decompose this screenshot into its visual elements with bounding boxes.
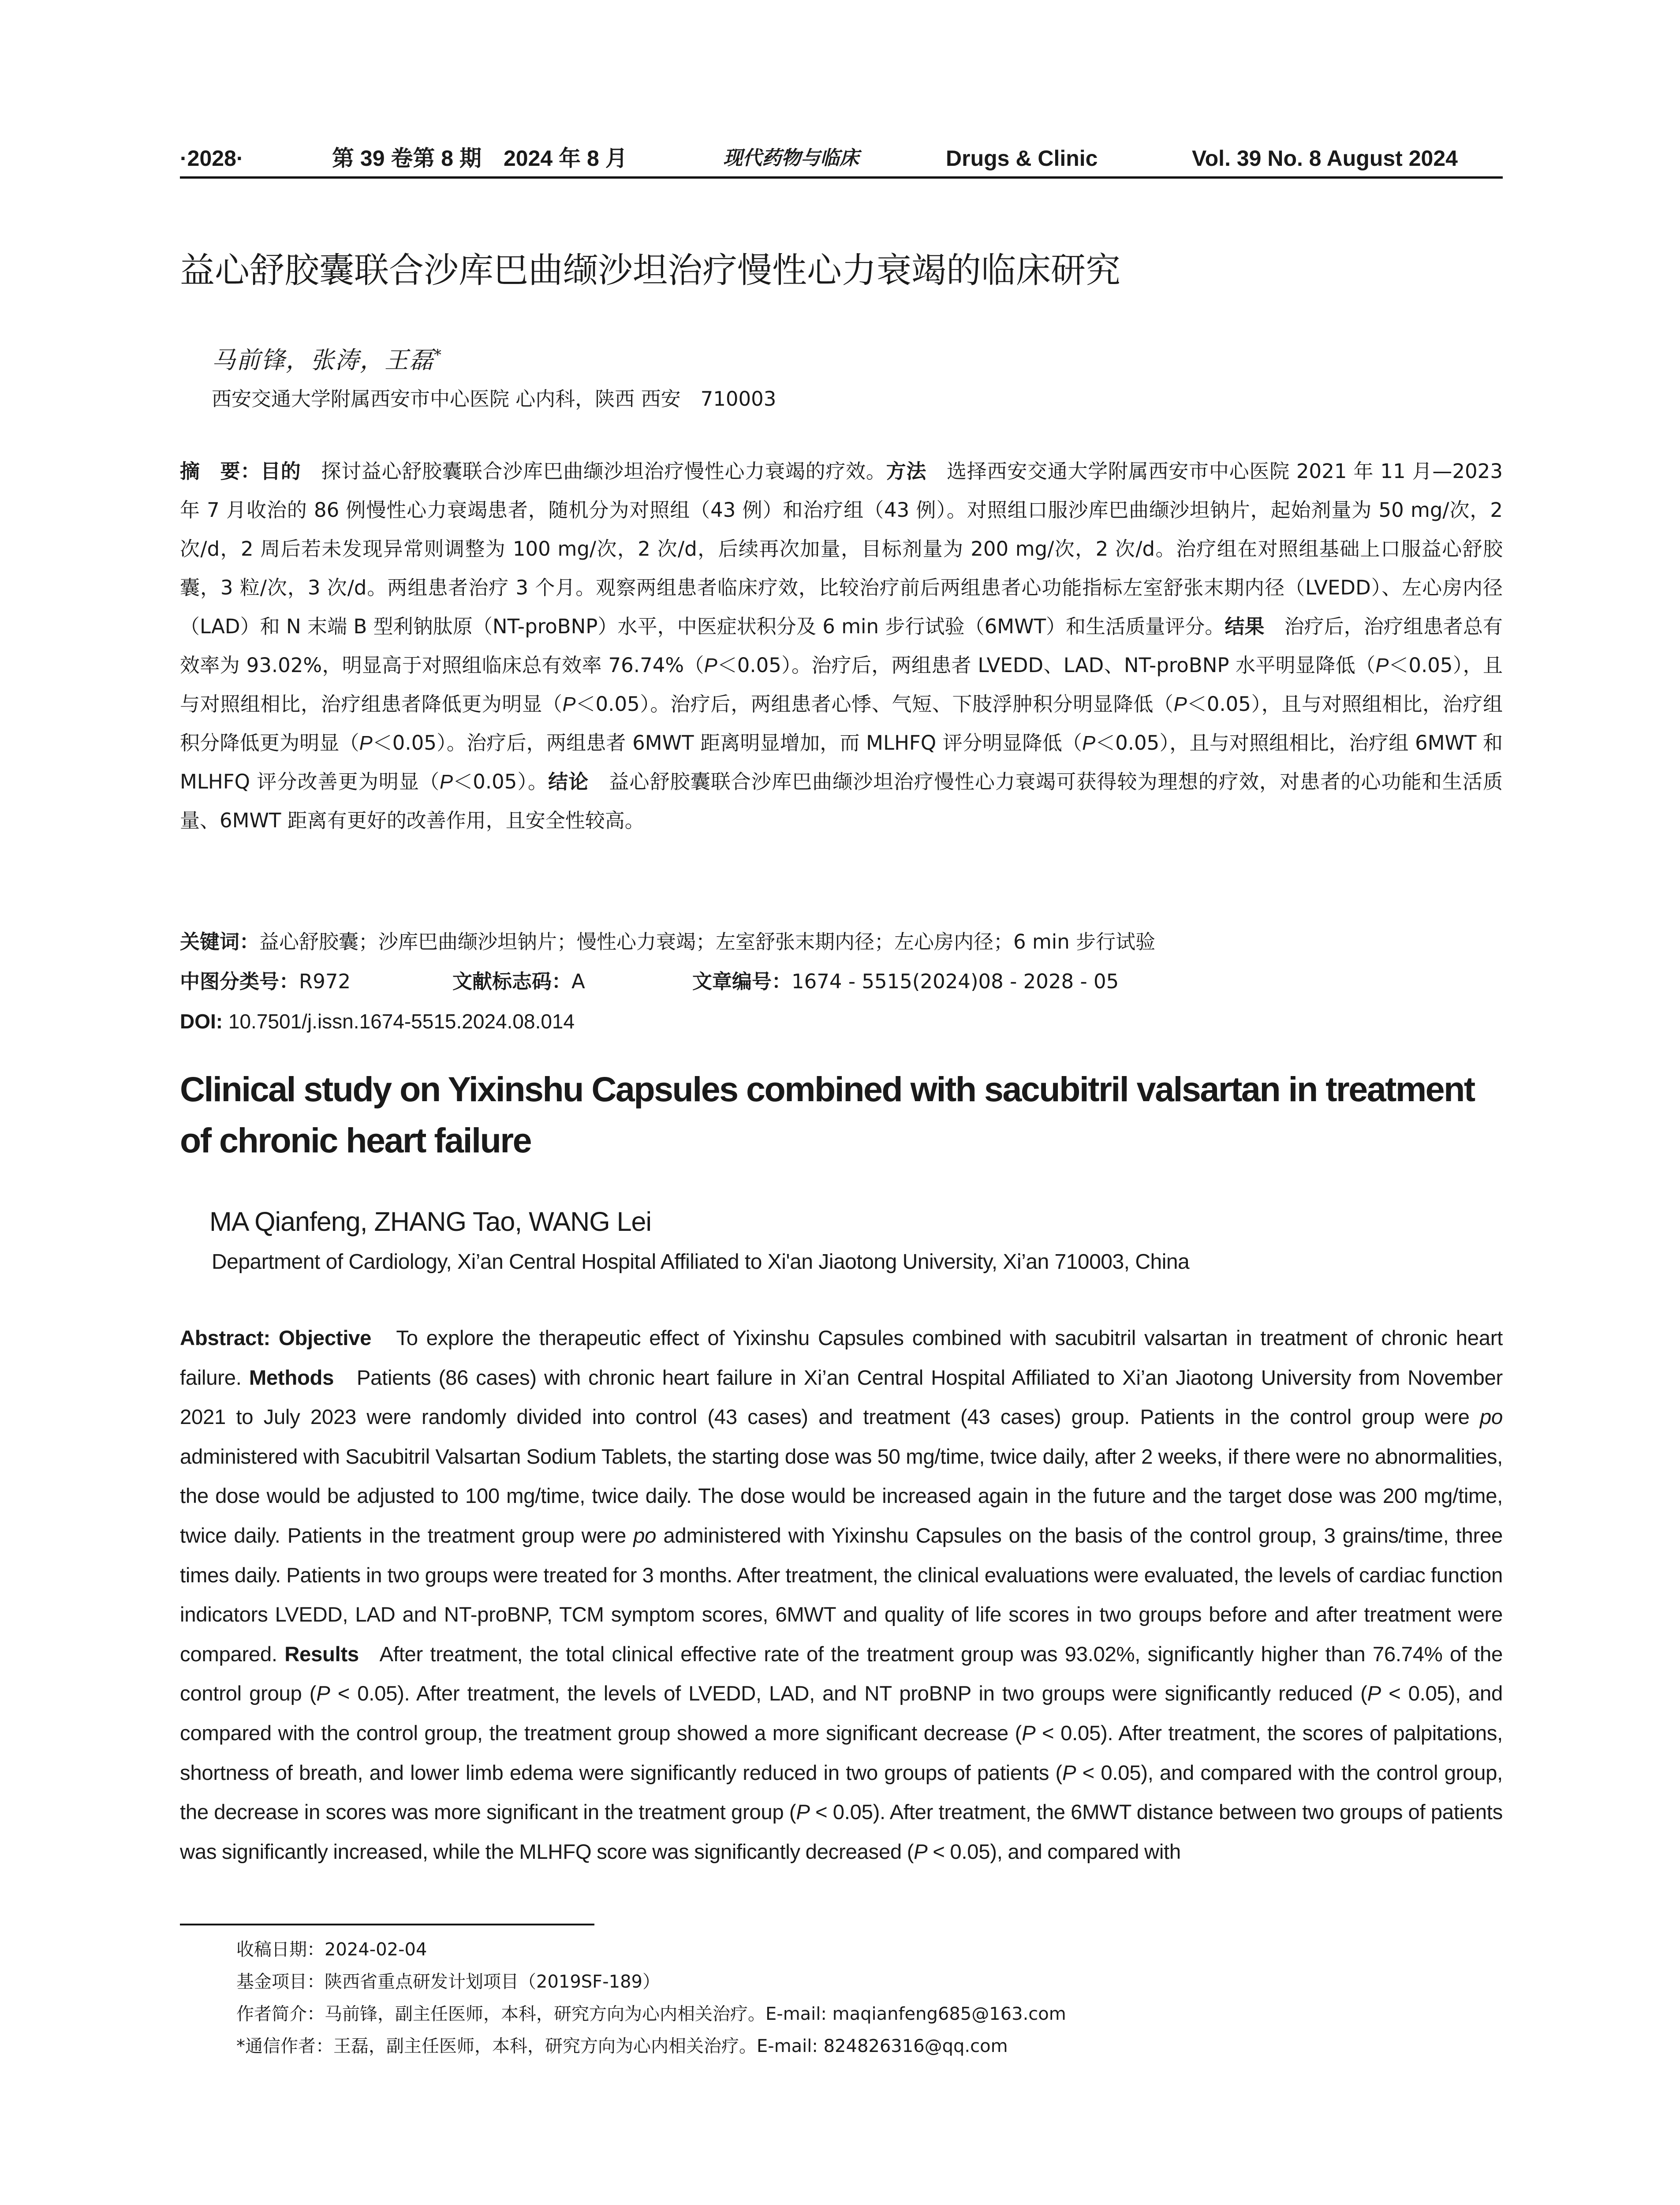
results-text-cn: ＜0.05）。治疗后，两组患者 6MWT 距离明显增加，而 MLHFQ 评分明显降低（: [372, 731, 1083, 755]
clc-value: R972: [299, 970, 351, 993]
p-symbol: P: [1367, 1682, 1381, 1706]
author-bio: 作者简介：马前锋，副主任医师，本科，研究方向为心内相关治疗。E-mail: maqianfeng685@163.com: [236, 2004, 1066, 2024]
results-label-cn: 结果: [1225, 615, 1265, 638]
results-text-en: < 0.05). After treatment, the 6MWT distance between two groups of patients was significantly increased, while the MLHFQ score was significantly decreased (: [180, 1801, 1503, 1864]
doc-code-value: A: [571, 970, 585, 993]
article-number-value: 1674 - 5515(2024)08 - 2028 - 05: [791, 970, 1119, 993]
article-number-label: 文章编号：: [692, 970, 792, 993]
po-abbrev: po: [1479, 1405, 1503, 1429]
results-text-en: < 0.05). After treatment, the levels of LVEDD, LAD, and NT proBNP in two groups were significantly reduced (: [330, 1682, 1367, 1706]
objective-label-cn: 目的: [261, 460, 301, 483]
abstract-en: [180, 1319, 1503, 1872]
methods-label-cn: 方法: [886, 460, 927, 483]
running-header: [180, 140, 1503, 176]
doc-code-label: 文献标志码：: [452, 970, 572, 993]
po-abbrev: po: [633, 1524, 657, 1547]
title-en: Clinical study on Yixinshu Capsules combined with sacubitril valsartan in treatment of chronic heart failure: [180, 1069, 1475, 1160]
methods-text-cn: 选择西安交通大学附属西安市中心医院 2021 年 11 月—2023 年 7 月收治的 86 例慢性心力衰竭患者，随机分为对照组（43 例）和治疗组（43 例）。对照组口服沙库巴曲缬沙坦钠片，起始剂量为 50 mg/次，2 次/d，2 周后若未发现异常则调整为 100 mg/次，2 次/d，后续再次加量，目标剂量为 200 mg/次，2 次/d。治疗组在对照组基础上口服益心舒胶囊，3 粒/次，3 次/d。两组患者治疗 3 个月。观察两组患者临床疗效，比较治疗前后两组患者心功能指标左室舒张末期内径（LVEDD）、左心房内径（LAD）和 N 末端 B 型利钠肽原（NT-proBNP）水平，中医症状积分及 6 min 步行试验（6MWT）和生活质量评分。: [180, 460, 1503, 638]
methods-text-en: Patients (86 cases) with chronic heart failure in Xi’an Central Hospital Affiliated to Xi’an Jiaotong University from November 2021 to July 2023 were randomly divided into control (43 cases) and treatment (43 cases) group. Patients in the control group were: [180, 1366, 1503, 1429]
results-text-en: < 0.05), and compared with the control group, the treatment group showed a more significant decrease (: [180, 1682, 1503, 1745]
keywords-text: 益心舒胶囊；沙库巴曲缬沙坦钠片；慢性心力衰竭；左室舒张末期内径；左心房内径；6 min 步行试验: [259, 930, 1156, 953]
p-symbol: P: [359, 732, 373, 754]
p-symbol: P: [1022, 1721, 1036, 1745]
results-text-en: < 0.05). After treatment, the scores of palpitations, shortness of breath, and lower limb edema were significantly reduced in two groups of patients (: [180, 1721, 1503, 1785]
results-label-en: Results: [284, 1642, 359, 1666]
affiliation-en: Department of Cardiology, Xi’an Central Hospital Affiliated to Xi'an Jiaotong University, Xi’an 710003, China: [212, 1250, 1190, 1274]
methods-label-en: Methods: [249, 1366, 334, 1390]
page-number: ·2028·: [180, 146, 244, 171]
results-text-cn: 治疗后，治疗组患者总有效率为 93.02%，明显高于对照组临床总有效率 76.74%（: [180, 615, 1503, 677]
doi-label: DOI:: [180, 1010, 223, 1033]
abstract-cn-label: 摘 要：: [180, 460, 261, 483]
p-symbol: P: [1375, 654, 1389, 676]
abstract-cn: [180, 452, 1503, 840]
keywords-label: 关键词：: [180, 930, 260, 953]
journal-name-en: Drugs & Clinic: [946, 146, 1098, 171]
conclusion-label-cn: 结论: [548, 770, 589, 793]
title-cn: 益心舒胶囊联合沙库巴曲缬沙坦治疗慢性心力衰竭的临床研究: [180, 250, 1120, 291]
p-symbol: P: [562, 693, 576, 715]
conclusion-text-cn: 益心舒胶囊联合沙库巴曲缬沙坦治疗慢性心力衰竭可获得较为理想的疗效，对患者的心功能和生活质量、6MWT 距离有更好的改善作用，且安全性较高。: [180, 770, 1503, 832]
results-text-cn: ＜0.05）。: [453, 770, 549, 793]
authors-en: MA Qianfeng, ZHANG Tao, WANG Lei: [209, 1207, 651, 1237]
results-text-cn: ＜0.05），且与对照组相比，治疗组积分降低更为明显（: [180, 692, 1503, 755]
doi-line: [180, 1002, 1503, 1040]
abstract-en-label: Abstract:: [180, 1327, 270, 1350]
p-symbol: P: [704, 654, 717, 676]
p-symbol: P: [914, 1840, 928, 1864]
authors-cn: [212, 335, 442, 380]
p-symbol: P: [440, 770, 453, 793]
issue-info-en: Vol. 39 No. 8 August 2024: [1192, 146, 1458, 171]
p-symbol: P: [1082, 732, 1096, 754]
results-text-cn: ＜0.05），且与对照组相比，治疗组 6MWT 和 MLHFQ 评分改善更为明显（: [180, 731, 1503, 793]
fund-project: 基金项目：陕西省重点研发计划项目（2019SF-189）: [236, 1972, 660, 1992]
received-date: 收稿日期：2024-02-04: [236, 1940, 427, 1960]
objective-text-en: To explore the therapeutic effect of Yixinshu Capsules combined with sacubitril valsartan in treatment of chronic heart failure.: [180, 1327, 1503, 1390]
keywords-cn: [180, 923, 1503, 961]
header-rule: [180, 176, 1503, 179]
p-symbol: P: [316, 1682, 330, 1706]
methods-text-en: administered with Yixinshu Capsules on the basis of the control group, 3 grains/time, three times daily. Patients in two groups were treated for 3 months. After treatment, the clinical evaluations were evaluated, the levels of cardiac function indicators LVEDD, LAD and NT-proBNP, TCM symptom scores, 6MWT and quality of life scores in two groups before and after treatment were compared.: [180, 1524, 1503, 1666]
affiliation-cn: 西安交通大学附属西安市中心医院 心内科，陕西 西安 710003: [212, 387, 777, 411]
p-symbol: P: [796, 1801, 810, 1824]
corresponding-mark: *: [434, 346, 442, 364]
doi-value: 10.7501/j.issn.1674-5515.2024.08.014: [228, 1010, 575, 1033]
results-text-en: < 0.05), and compared with: [927, 1840, 1181, 1864]
results-text-cn: ＜0.05）。治疗后，两组患者 LVEDD、LAD、NT-proBNP 水平明显降低（: [717, 654, 1376, 677]
corresponding-author: *通信作者：王磊，副主任医师，本科，研究方向为心内相关治疗。E-mail: 824826316@qq.com: [236, 2036, 1008, 2056]
results-text-cn: ＜0.05），且与对照组相比，治疗组患者降低更为明显（: [180, 654, 1503, 716]
classification-line: [180, 963, 1503, 1001]
footnote-rule: [180, 1924, 594, 1925]
clc-label: 中图分类号：: [180, 970, 299, 993]
authors-cn-names: 马前锋，张涛，王磊: [212, 346, 434, 374]
issue-info-cn: 第 39 卷第 8 期 2024 年 8 月: [332, 146, 627, 171]
footnotes: [236, 1934, 1066, 2063]
p-symbol: P: [1062, 1761, 1076, 1785]
results-text-en: After treatment, the total clinical effective rate of the treatment group was 93.02%, significantly higher than 76.74% of the control group (: [180, 1642, 1503, 1706]
p-symbol: P: [1173, 693, 1187, 715]
journal-name-cn: 现代药物与临床: [723, 147, 859, 169]
objective-text-cn: 探讨益心舒胶囊联合沙库巴曲缬沙坦治疗慢性心力衰竭的疗效。: [321, 460, 886, 483]
methods-text-en: administered with Sacubitril Valsartan Sodium Tablets, the starting dose was 50 mg/time, twice daily, after 2 weeks, if there were no abnormalities, the dose would be adjusted to 100 mg/time, twice daily. The dose would be increased again in the future and the target dose was 200 mg/time, twice daily. Patients in the treatment group were: [180, 1445, 1503, 1547]
results-text-cn: ＜0.05）。治疗后，两组患者心悸、气短、下肢浮肿积分明显降低（: [575, 692, 1174, 716]
results-text-en: < 0.05), and compared with the control group, the decrease in scores was more significant in the treatment group (: [180, 1761, 1503, 1824]
objective-label-en: Objective: [278, 1327, 372, 1350]
